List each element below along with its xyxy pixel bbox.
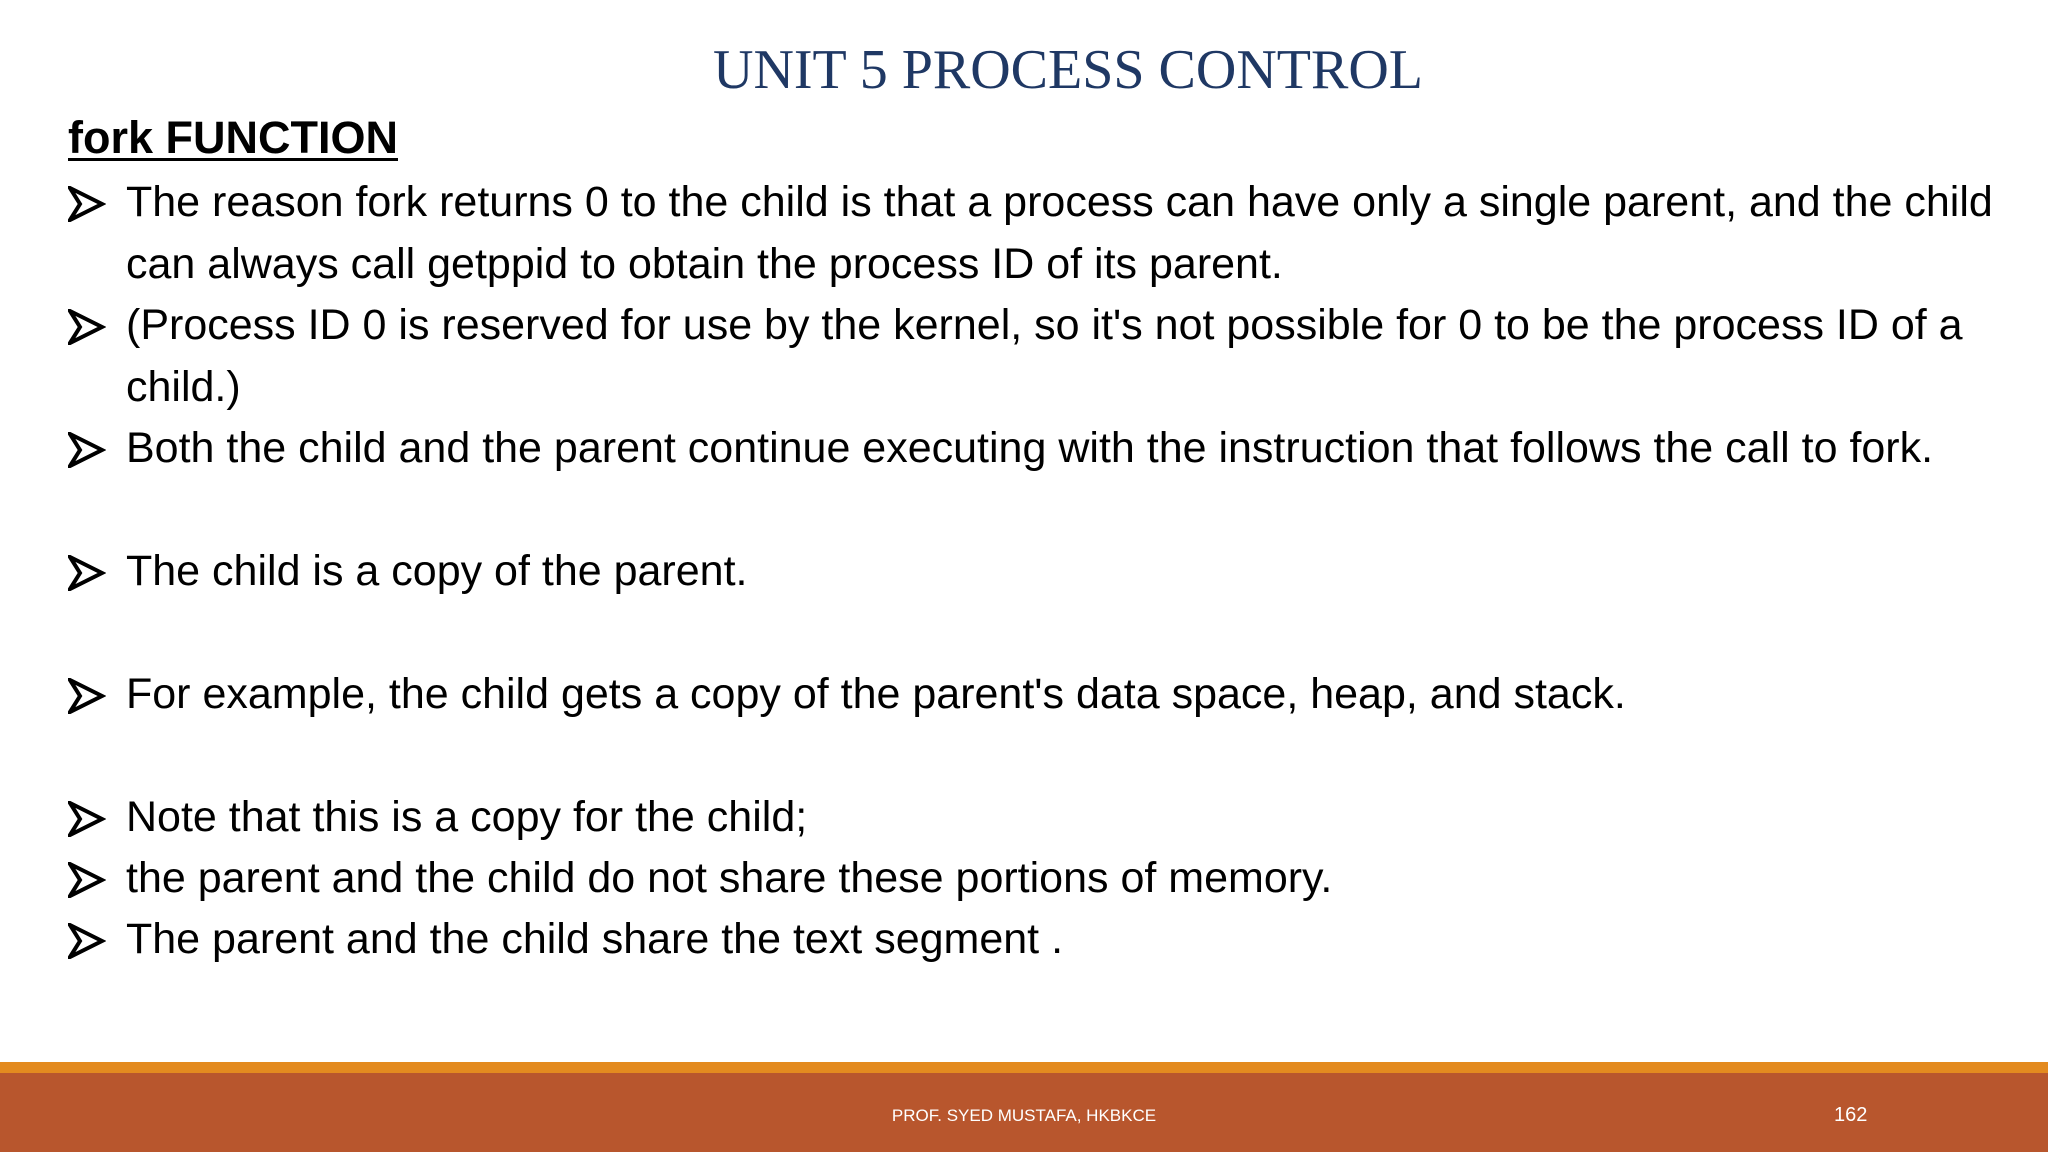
bullet-item: [68, 664, 2008, 726]
footer-accent-line: [0, 1062, 2048, 1073]
bullet-item: [68, 848, 2008, 910]
bullet-item: [68, 295, 2008, 418]
bullet-item: [68, 418, 2008, 480]
arrowhead-bullet-icon: [68, 186, 106, 222]
bullet-item: [68, 172, 2008, 295]
bullet-text: (Process ID 0 is reserved for use by the kernel, so it's not possible for 0 to be the process ID of a child.): [126, 301, 1963, 411]
arrowhead-bullet-icon: [68, 923, 106, 959]
bullet-text: the parent and the child do not share these portions of memory.: [126, 854, 1333, 902]
bullet-item: [68, 541, 2008, 603]
arrowhead-bullet-icon: [68, 862, 106, 898]
bullet-item: [68, 909, 2008, 971]
arrowhead-bullet-icon: [68, 678, 106, 714]
page-number: 162: [1834, 1104, 1868, 1126]
footer-author: PROF. SYED MUSTAFA, HKBKCE: [891, 1106, 1157, 1125]
bullet-item: [68, 787, 2008, 849]
bullet-text: The reason fork returns 0 to the child is that a process can have only a single parent, and the child can always call getppid to obtain the process ID of its parent.: [126, 178, 1993, 288]
arrowhead-bullet-icon: [68, 801, 106, 837]
arrowhead-bullet-icon: [68, 555, 106, 591]
arrowhead-bullet-icon: [68, 432, 106, 468]
bullet-text: For example, the child gets a copy of the parent's data space, heap, and stack.: [126, 670, 1626, 718]
slide-title: UNIT 5 PROCESS CONTROL: [713, 39, 1423, 101]
bullet-text: The child is a copy of the parent.: [126, 547, 748, 595]
bullet-text: Note that this is a copy for the child;: [126, 793, 808, 841]
section-heading: fork FUNCTION: [68, 112, 398, 163]
bullet-text: Both the child and the parent continue executing with the instruction that follows the call to fork.: [126, 424, 1934, 472]
bullet-text: The parent and the child share the text segment .: [126, 915, 1064, 963]
arrowhead-bullet-icon: [68, 309, 106, 345]
